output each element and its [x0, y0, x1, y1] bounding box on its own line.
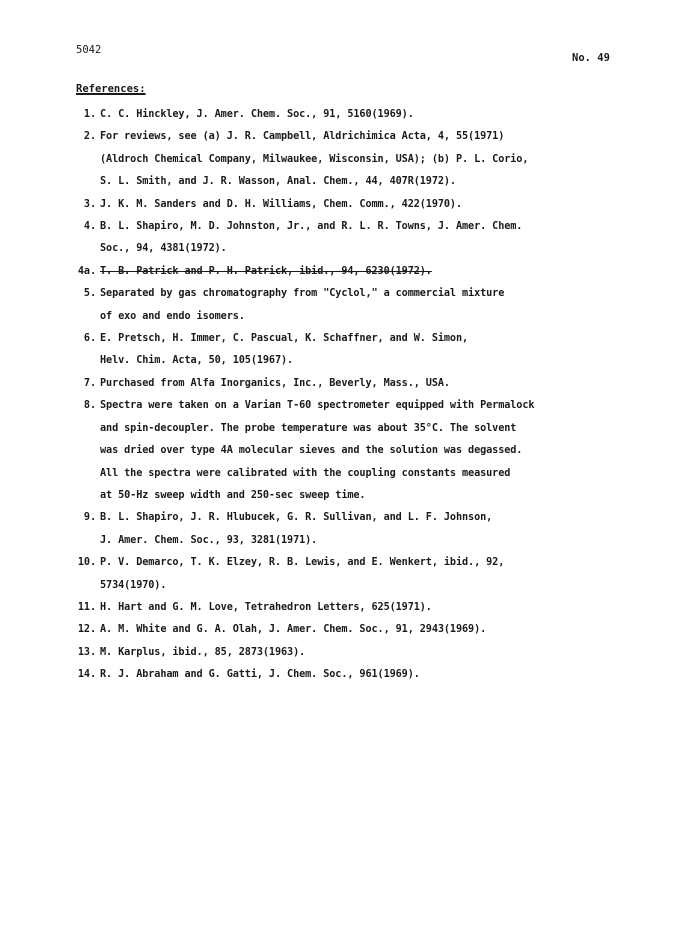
page-number: 5042	[76, 44, 102, 56]
reference-item: 6. E. Pretsch, H. Immer, C. Pascual, K. Schaffner, and W. Simon, Helv. Chim. Acta, 50, 105(1967).	[83, 333, 469, 367]
reference-item: 13. M. Karplus, ibid., 85, 2873(1963).	[77, 646, 306, 658]
reference-item: 2. For reviews, see (a) J. R. Campbell, Aldrichimica Acta, 4, 55(1971) (Aldroch Chemical Company, Milwaukee, Wisconsin, USA); (b) P. L. Corio, S. L. Smith, and J. R. Wasson, Anal. Chem., 44, 407R(1972).	[83, 131, 529, 188]
reference-item: 4. B. L. Shapiro, M. D. Johnston, Jr., and R. L. R. Towns, J. Amer. Chem. Soc., 94, 4381(1972).	[83, 221, 523, 255]
reference-item: 12. A. M. White and G. A. Olah, J. Amer. Chem. Soc., 91, 2943(1969).	[77, 624, 487, 636]
reference-item: 11. H. Hart and G. M. Love, Tetrahedron Letters, 625(1971).	[77, 601, 432, 613]
reference-item: 3. J. K. M. Sanders and D. H. Williams, Chem. Comm., 422(1970).	[83, 198, 463, 210]
reference-item: 1. C. C. Hinckley, J. Amer. Chem. Soc., 91, 5160(1969).	[83, 109, 414, 120]
reference-item: 9. B. L. Shapiro, J. R. Hlubucek, G. R. Sullivan, and L. F. Johnson, J. Amer. Chem. Soc., 93, 3281(1971).	[83, 512, 493, 546]
reference-item: 10. P. V. Demarco, T. K. Elzey, R. B. Lewis, and E. Wenkert, ibid., 92, 5734(1970).	[77, 557, 505, 591]
references-heading: References:	[76, 83, 146, 95]
references-list	[76, 104, 596, 687]
issue-label: No. 49	[572, 52, 610, 64]
reference-item: 7. Purchased from Alfa Inorganics, Inc., Beverly, Mass., USA.	[83, 377, 450, 389]
reference-item: 8. Spectra were taken on a Varian T-60 spectrometer equipped with Permalock and spin-decoupler. The probe temperature was about 35°C. The solvent was dried over type 4A molecular sieves and the solution was degassed. All the spectra were calibrated with the coupling constants measured at 50-Hz sweep width and 250-sec sweep time.	[83, 400, 535, 501]
reference-item-struck: 4a. T. B. Patrick and P. H. Patrick, ibid., 94, 6230(1972).	[77, 265, 432, 277]
reference-item: 5. Separated by gas chromatography from "Cyclol," a commercial mixture of exo and endo isomers.	[83, 288, 505, 322]
reference-item: 14. R. J. Abraham and G. Gatti, J. Chem. Soc., 961(1969).	[77, 669, 420, 681]
